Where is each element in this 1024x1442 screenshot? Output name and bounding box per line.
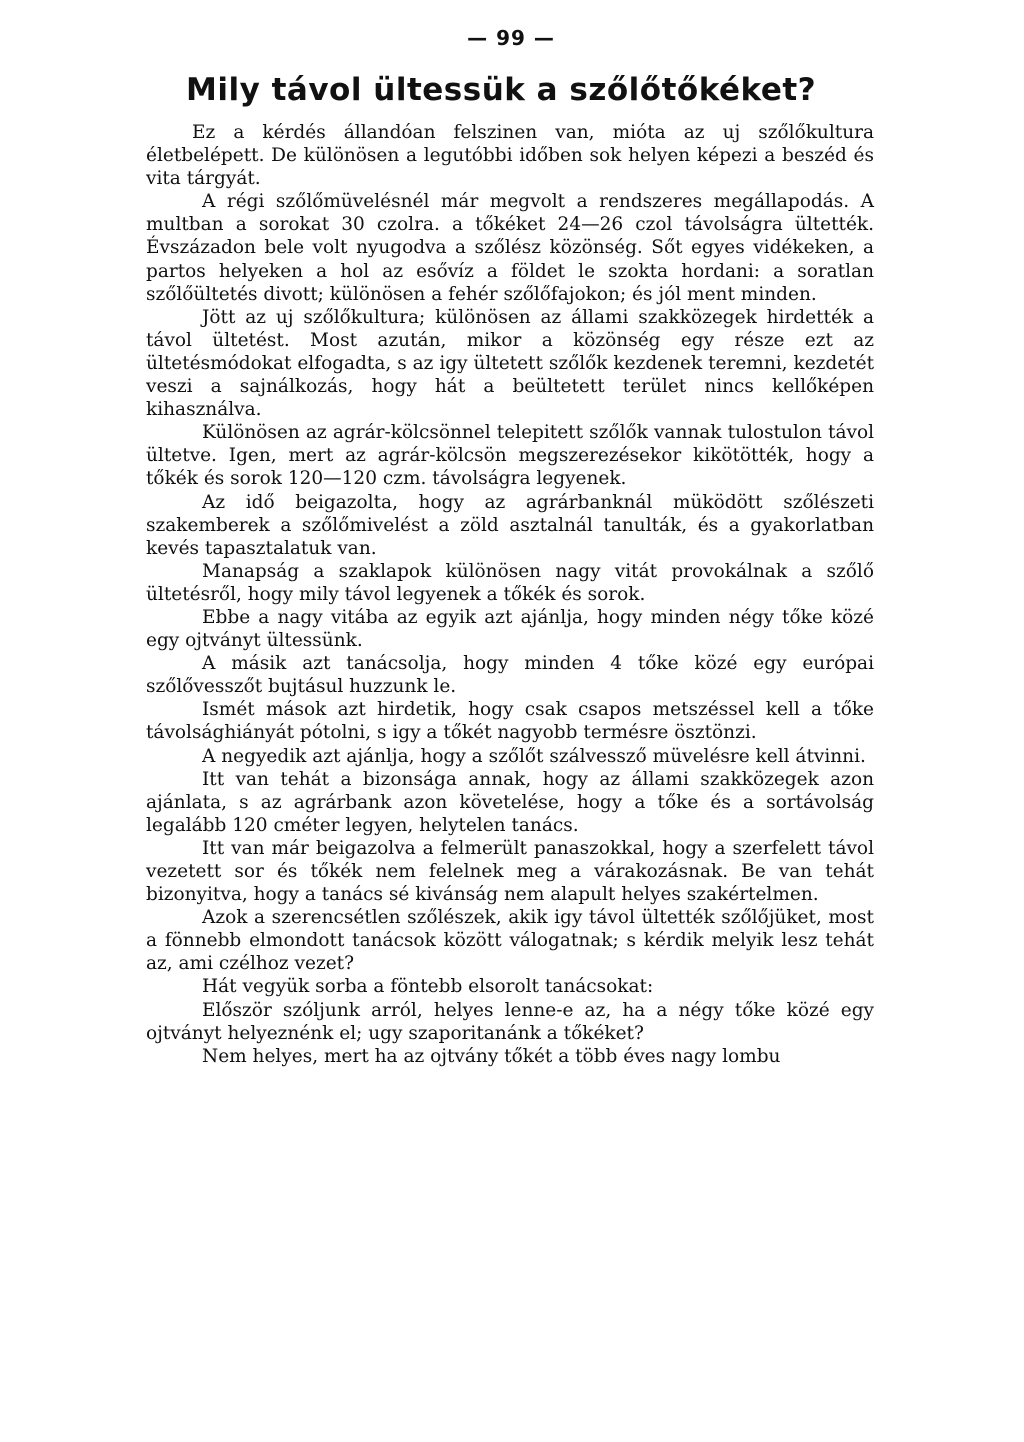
paragraph: Először szóljunk arról, helyes lenne-e az, ha a négy tőke közé egy ojtványt helyeznénk el; ugy szaporitanánk a tőkéket? [146, 999, 874, 1044]
paragraph: Azok a szerencsétlen szőlészek, akik igy távol ültették szőlőjüket, most a fönnebb elmondott tanácsok között válogatnak; s kérdik melyik lesz tehát az, ami czélhoz vezet? [146, 907, 874, 975]
paragraph: Jött az uj szőlőkultura; különösen az állami szakközegek hirdették a távol ültetést. Most azután, mikor a közönség egy része ezt az ültetésmódokat elfogadta, s az igy ültetett szőlők kezdenek teremni, kezdetét veszi a sajnálkozás, hogy hát a beültetett terület nincs kellőképen kihasználva. [146, 306, 874, 421]
paragraph: A régi szőlőmüvelésnél már megvolt a rendszeres megállapodás. A multban a sorokat 30 czolra. a tőkéket 24—26 czol távolságra ültették. Évszázadon bele volt nyugodva a szőlész közönség. Sőt egyes vidékeken, a partos helyeken a hol az esővíz a földet le szokta hordani: a soratlan szőlőültetés divott; különösen a fehér szőlőfajokon; és jól ment minden. [146, 191, 874, 305]
document-page [146, 0, 876, 1442]
article-title: Mily távol ültessük a szőlőtőkéket? [186, 72, 817, 108]
paragraph: Itt van tehát a bizonsága annak, hogy az állami szakközegek azon ajánlata, s az agrárbank azon követelése, hogy a tőke és a sortávolság legalább 120 cméter legyen, helytelen tanács. [146, 768, 874, 836]
paragraph: A negyedik azt ajánlja, hogy a szőlőt szálvessző müvelésre kell átvinni. [202, 745, 866, 767]
paragraph: Nem helyes, mert ha az ojtvány tőkét a több éves nagy lombu [202, 1045, 781, 1067]
page-number: — 99 — [467, 26, 555, 50]
paragraph: Itt van már beigazolva a felmerült panaszokkal, hogy a szerfelett távol vezetett sor és tőkék nem felelnek meg a várakozásnak. Be van tehát bizonyitva, hogy a tanács sé kivánság nem alapult helyes szakértelmen. [146, 837, 874, 906]
paragraph: A másik azt tanácsolja, hogy minden 4 tőke közé egy európai szőlővesszőt bujtásul huzzunk le. [146, 653, 874, 698]
paragraph: Ebbe a nagy vitába az egyik azt ajánlja, hogy minden négy tőke közé egy ojtványt ültessünk. [146, 606, 874, 652]
paragraph: Hát vegyük sorba a föntebb elsorolt tanácsokat: [202, 976, 654, 998]
paragraph: Ez a kérdés állandóan felszinen van, mióta az uj szőlőkultura életbelépett. De különösen a legutóbbi időben sok helyen képezi a beszéd és vita tárgyát. [146, 122, 874, 190]
paragraph: Az idő beigazolta, hogy az agrárbanknál müködött szőlészeti szakemberek a szőlőmivelést a zöld asztalnál tanulták, és a gyakorlatban kevés tapasztalatuk van. [146, 491, 874, 559]
paragraph: Manapság a szaklapok különösen nagy vitát provokálnak a szőlő ültetésről, hogy mily távol legyenek a tőkék és sorok. [146, 560, 874, 605]
paragraph: Különösen az agrár-kölcsönnel telepitett szőlők vannak tulostulon távol ültetve. Igen, mert az agrár-kölcsön megszerezésekor kikötötték, hogy a tőkék és sorok 120—120 czm. távolságra legyenek. [146, 422, 874, 490]
paragraph: Ismét mások azt hirdetik, hogy csak csapos metszéssel kell a tőke távolsághiányát pótolni, s igy a tőkét nagyobb termésre ösztönzi. [146, 699, 874, 744]
article-body [146, 121, 874, 1068]
